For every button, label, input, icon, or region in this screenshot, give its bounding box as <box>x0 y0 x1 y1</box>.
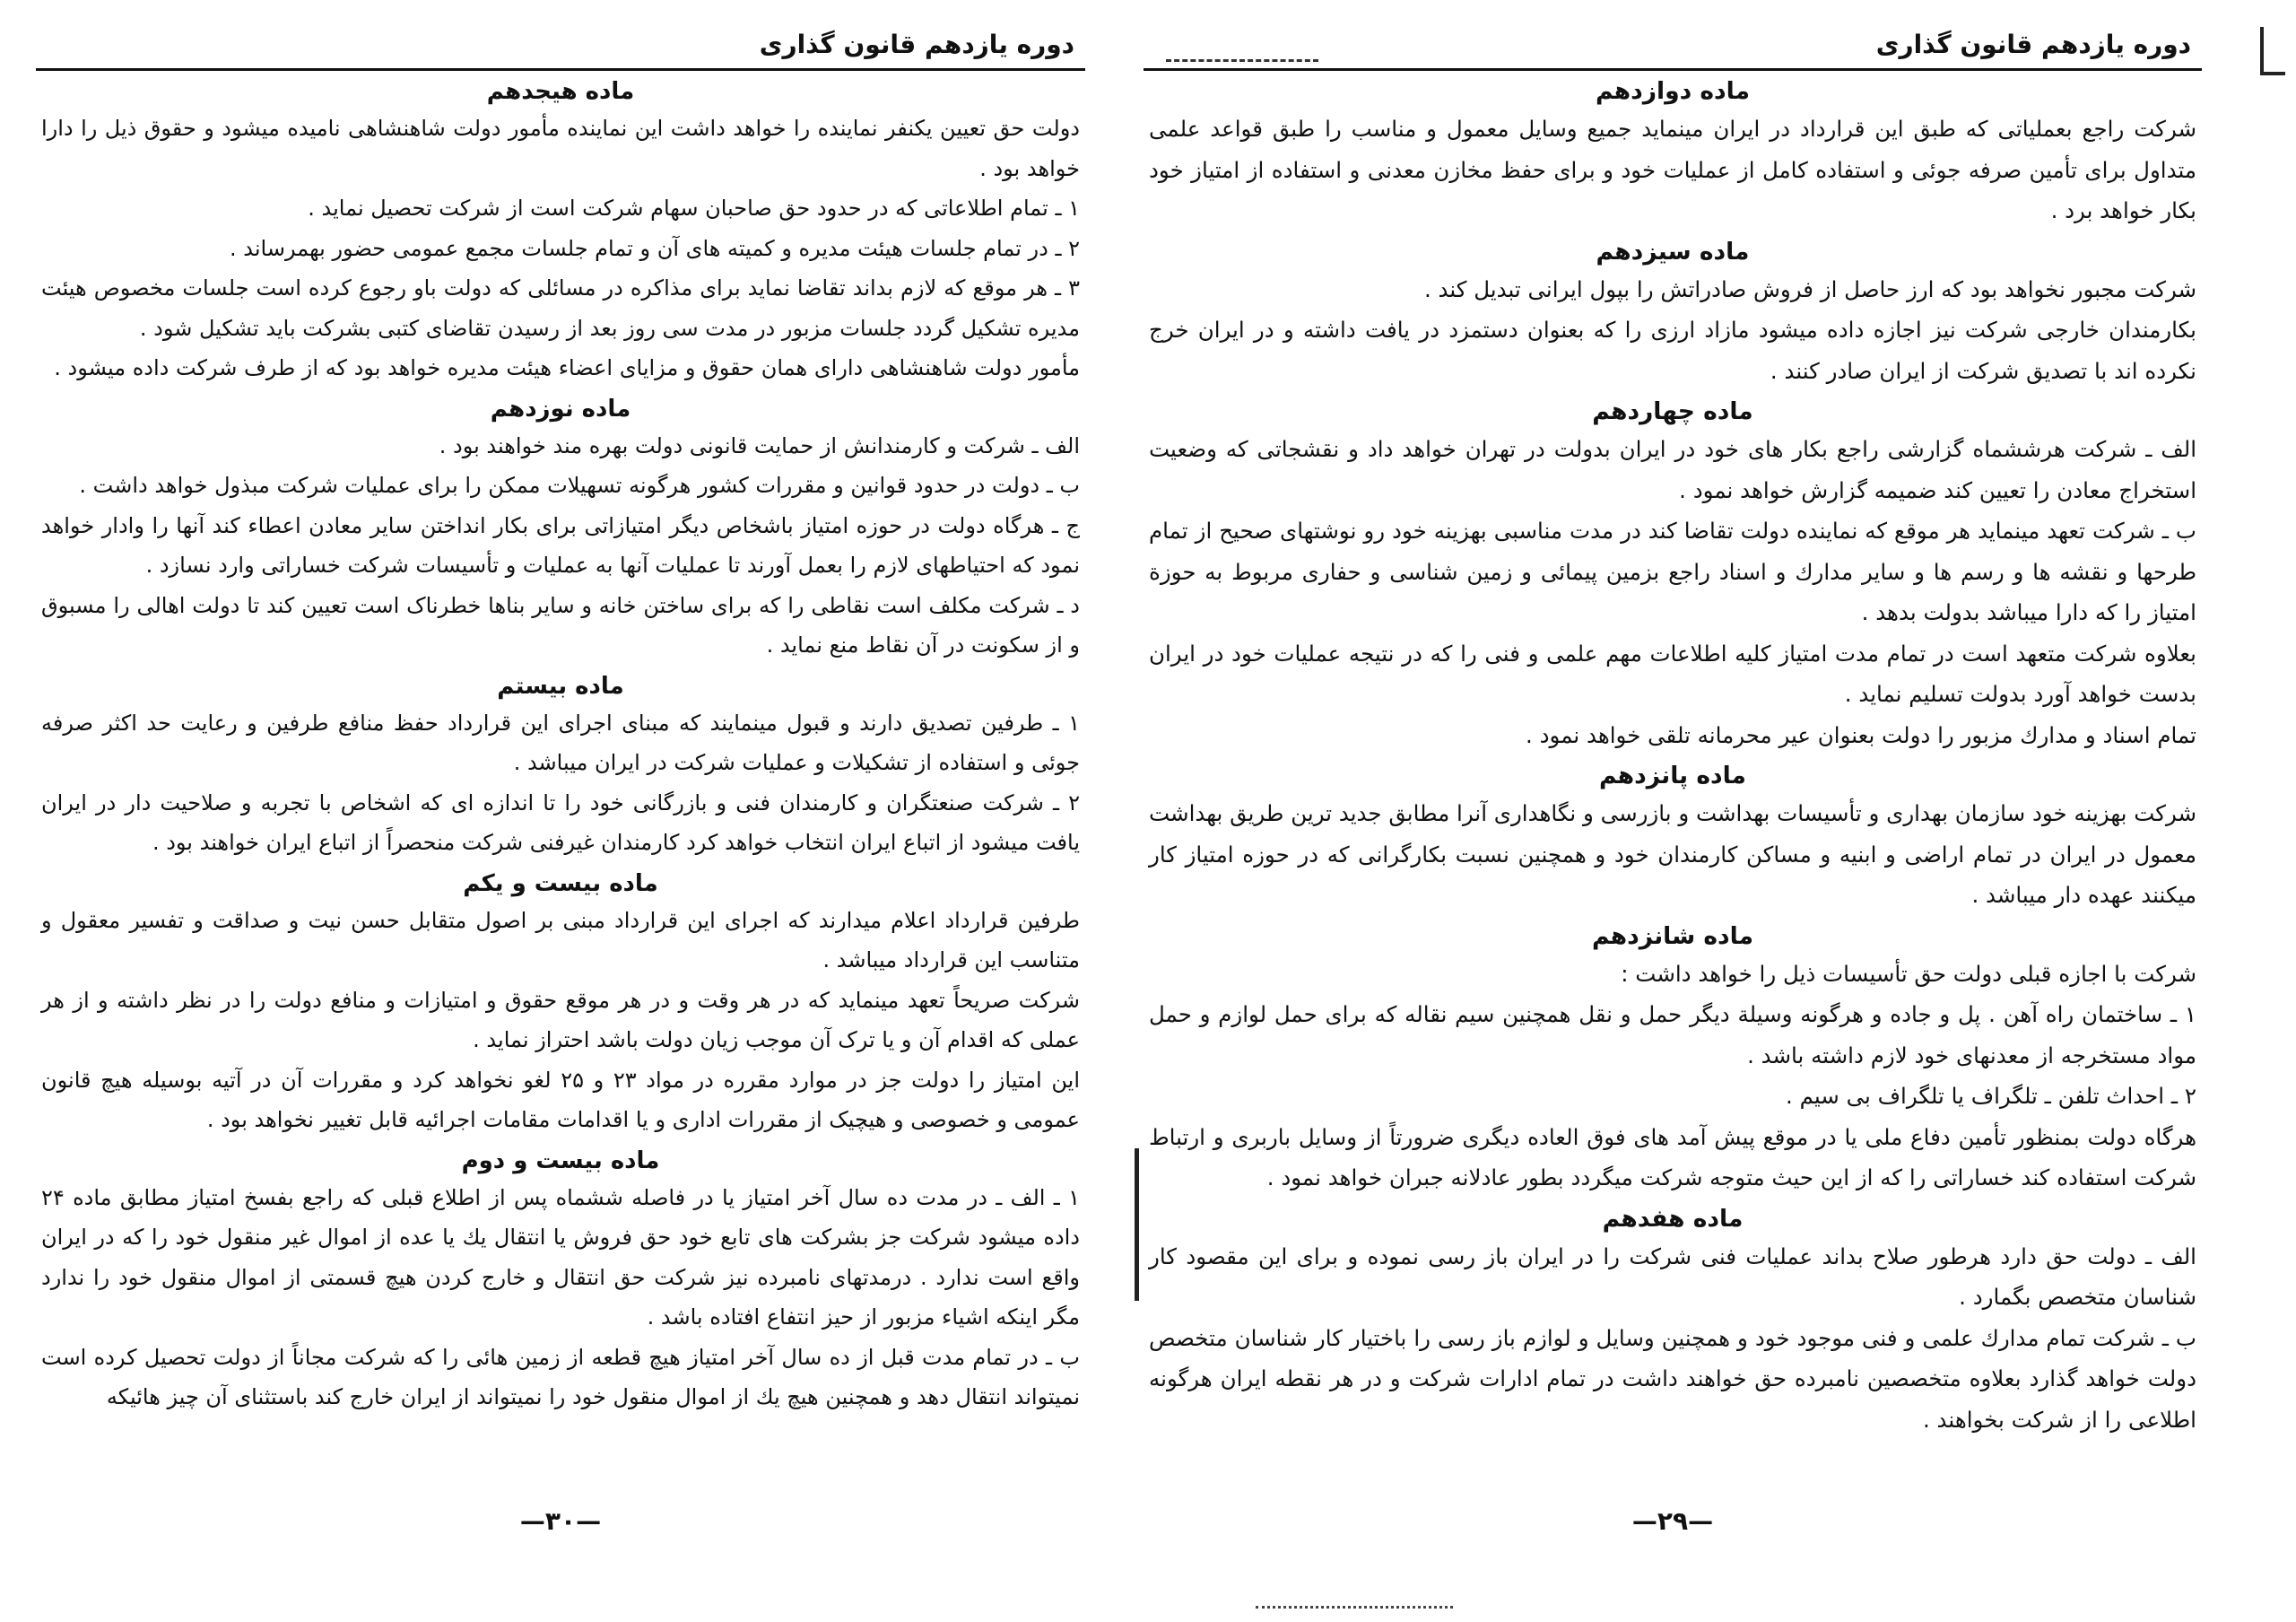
running-head: دوره یازدهم قانون گذاری <box>1875 30 2191 59</box>
article-paragraph: شرکت مجبور نخواهد بود که ارز حاصل از فروش صادراتش را بپول ایرانی تبدیل کند . <box>1423 275 2196 302</box>
article-section <box>36 1146 1085 1417</box>
article-title: ماده بیست و دوم <box>461 1147 660 1174</box>
right-page <box>1144 27 2202 1543</box>
article-paragraph: ۱ ـ تمام اطلاعاتی که در حدود حق صاحبان سهام شرکت است از شرکت تحصیل نماید . <box>308 196 1080 221</box>
article-paragraph: الف ـ شرکت هرششماه گزارشی راجع بکار های خود در ایران بدولت در تهران خواهد داد و نقشجاتی که وضعیت استخراج معادن را تعیین کند ضمیمه گزارش خواهد نمود . <box>1149 436 2196 503</box>
corner-scan-mark <box>2260 27 2285 75</box>
article-title: ماده نوزدهم <box>490 395 631 423</box>
article-paragraph: ۲ ـ در تمام جلسات هیئت مدیره و کمیته های آن و تمام جلسات مجمع عمومی حضور بهمرساند . <box>230 235 1080 261</box>
article-paragraph: ۳ ـ هر موقع که لازم بداند تقاضا نماید برای مذاکره در مسائلی که دولت باو رجوع کرده است جلسات مخصوص هیئت مدیره تشکیل گردد جلسات مزبور در مدت سی روز بعد از رسیدن تقاضای کتبی بشرکت باید تشکیل شود . <box>41 275 1080 341</box>
article-title: ماده چهاردهم <box>1592 397 1753 425</box>
article-paragraph: ۱ ـ ساختمان راه آهن . پل و جاده و هرگونه وسیلة دیگر حمل و نقل همچنین سیم نقاله که برای حمل لوازم و حمل مواد مستخرجه از معدنهای خود لازم داشته باشد . <box>1149 1001 2196 1068</box>
article-title: ماده دوازدهم <box>1596 77 1750 105</box>
article-paragraph: ج ـ هرگاه دولت در حوزه امتیاز باشخاص دیگر امتیازاتی برای بکار انداختن سایر معادن اعطاء کند آنها را وادار خواهد نمود که احتیاطهای لازم را بعمل آورند تا عملیات آنها به عملیات و تأسیسات شرکت خساراتی وارد نسازد . <box>41 512 1080 578</box>
article-section <box>36 394 1085 666</box>
article-section <box>1144 76 2202 231</box>
article-paragraph: ۲ ـ احداث تلفن ـ تلگراف یا تلگراف بی سیم . <box>1786 1083 2196 1109</box>
running-head: دوره یازدهم قانون گذاری <box>759 30 1074 59</box>
left-page-body <box>36 76 1085 1417</box>
article-paragraph: د ـ شرکت مکلف است نقاطی را که برای ساختن خانه و سایر بناها خطرناک است تعیین کند تا دولت اهالی را مسبوق و از سکونت در آن نقاط منع نماید . <box>41 592 1080 658</box>
article-title: ماده هفدهم <box>1602 1204 1744 1233</box>
article-paragraph: بکارمندان خارجی شرکت نیز اجازه داده میشود مازاد ارزی را که بعنوان دستمزد در یافت داشته و در ایران خرج نکرده اند با تصدیق شرکت از ایران صادر کنند . <box>1149 317 2196 384</box>
article-title: ماده بیستم <box>497 672 624 700</box>
article-paragraph: تمام اسناد و مدارك مزبور را دولت بعنوان عیر محرمانه تلقی خواهد نمود . <box>1526 721 2196 748</box>
article-paragraph: ۱ ـ طرفین تصدیق دارند و قبول مینمایند که مبنای اجرای این قرارداد حفظ منافع طرفین و رعایت حد اکثر صرفه جوئی و استفاده از تشکیلات و عملیات شرکت در ایران میباشد . <box>41 710 1080 775</box>
article-section <box>36 868 1085 1140</box>
scan-dash-mark <box>1166 59 1318 62</box>
left-page <box>36 27 1085 1543</box>
article-paragraph: شرکت بهزینه خود سازمان بهداری و تأسیسات بهداشت و بازرسی و نگاهداری آنرا مطابق جدید ترین طریق بهداشت معمول در ایران در تمام اراضی و ابنیه و مساکن کارمندان خود و همچنین نسبت بکارگرانی که در حوزه امتیاز کار میکنند عهده دار میباشد . <box>1149 800 2196 908</box>
header-rule <box>36 68 1085 71</box>
scan-dash-mark <box>1256 1606 1453 1609</box>
article-section <box>1144 1204 2202 1441</box>
page-number: —۲۹— <box>1631 1506 1714 1536</box>
article-paragraph: بعلاوه شرکت متعهد است در تمام مدت امتیاز کلیه اطلاعات مهم علمی و فنی را که در نتیجه عملیات خود در ایران بدست خواهد آورد بدولت تسلیم نماید . <box>1149 640 2196 707</box>
page-number: —۳۰— <box>519 1506 602 1536</box>
article-paragraph: این امتیاز را دولت جز در موارد مقرره در مواد ۲۳ و ۲۵ لغو نخواهد کرد و مقررات آن در آتیه بوسیله هیچ قانون عمومی و خصوصی و هیچیک از مقررات اداری و یا اقدامات مقامات اجرائیه قابل تغییر نخواهد بود . <box>41 1067 1080 1132</box>
article-title: ماده پانزدهم <box>1599 762 1746 789</box>
right-page-body <box>1144 76 2202 1440</box>
article-paragraph: ب ـ دولت در حدود قوانین و مقررات کشور هرگونه تسهیلات ممکن را برای عملیات شرکت مبذول خواهد داشت . <box>79 473 1080 498</box>
article-title: ماده شانزدهم <box>1591 921 1754 950</box>
article-section <box>1144 921 2202 1199</box>
article-paragraph: شرکت راجع بعملیاتی که طبق این قرارداد در ایران مینماید جمیع وسایل معمول و مناسب را طبق قواعد علمی متداول برای تأمین صرفه جوئی و استفاده کامل از عملیات خود و برای حفظ مخازن معدنی و استفاده از امتیاز خود بکار خواهد برد . <box>1149 116 2196 223</box>
article-title: ماده سیزدهم <box>1596 237 1750 266</box>
article-paragraph: الف ـ شرکت و کارمندانش از حمایت قانونی دولت بهره مند خواهند بود . <box>439 432 1080 458</box>
article-title: ماده هیجدهم <box>486 78 635 105</box>
article-paragraph: مأمور دولت شاهنشاهی دارای همان حقوق و مزایای اعضاء هیئت مدیره خواهد بود که از طرف شرکت داده میشود . <box>54 355 1080 380</box>
article-paragraph: شرکت با اجازه قبلی دولت حق تأسیسات ذیل را خواهد داشت : <box>1621 960 2196 987</box>
article-paragraph: طرفین قرارداد اعلام میدارند که اجرای این قرارداد مبنی بر اصول متقابل حسن نیت و صداقت و تفسیر معقول و متناسب این قرارداد میباشد . <box>41 907 1080 972</box>
article-section <box>1144 237 2202 392</box>
article-paragraph: شرکت صریحاً تعهد مینماید که در هر وقت و در هر موقع حقوق و امتیازات و منافع دولت را در نظر داشته و از هر عملی که اقدام آن و یا ترک آن موجب زیان دولت باشد احتراز نماید . <box>41 987 1080 1052</box>
article-paragraph: ب ـ شرکت تمام مدارك علمی و فنی موجود خود و همچنین وسایل و لوازم باز رسی را باختیار کار شناسان متخصص دولت خواهد گذارد بعلاوه متخصصین نامبرده حق خواهند داشت در تمام ادارات شرکت و در هر نقطه ایران هرگونه اطلاعی را از شرکت بخواهند . <box>1149 1324 2196 1433</box>
article-section <box>36 76 1085 388</box>
article-paragraph: ب ـ در تمام مدت قبل از ده سال آخر امتیاز هیچ قطعه از زمین هائی را که شرکت مجاناً از دولت تحصیل کرده است نمیتواند انتقال دهد و همچنین هیچ یك از اموال منقول خود را نمیتواند از ایران خارج کند باستثنای آن چیز هائیکه <box>41 1344 1080 1409</box>
article-paragraph: ب ـ شرکت تعهد مینماید هر موقع که نماینده دولت تقاضا کند در مدت مناسبی بهزینه خود رو نوشتهای صحیح از تمام طرحها و نقشه ها و رسم ها و سایر مدارك و اسناد راجع بزمین پیمائی و زمین شناسی و حفاری مربوط به حوزة امتیاز را که دارا میباشد بدولت بدهد . <box>1149 518 2196 625</box>
article-section <box>1144 397 2202 755</box>
article-paragraph: ۲ ـ شرکت صنعتگران و کارمندان فنی و بازرگانی خود را تا اندازه ای که اشخاص با تجربه و صلاحیت دار در ایران یافت میشود از اتباع ایران انتخاب خواهد کرد کارمندان غیرفنی شرکت منحصراً از اتباع ایران خواهند بود . <box>41 789 1080 855</box>
header-rule <box>1144 68 2202 71</box>
article-title: ماده بیست و یکم <box>463 869 658 897</box>
article-paragraph: ۱ ـ الف ـ در مدت ده سال آخر امتیاز یا در فاصله ششماه پس از اطلاع قبلی که راجع بفسخ امتیاز مطابق ماده ۲۴ داده میشود شرکت جز بشرکت های تابع خود حق فروش یا انتقال یك یا عده از اموال غیر منقول خود را که در ایران واقع است ندارد . درمدتهای نامبرده نیز شرکت حق انتقال و خارج کردن هیچ قسمتی از اموال منقول خود را ندارد مگر اینکه اشیاء مزبور از حیز انتفاع افتاده باشد . <box>41 1184 1080 1330</box>
article-section <box>36 671 1085 863</box>
article-section <box>1144 761 2202 916</box>
article-paragraph: دولت حق تعیین یکنفر نماینده را خواهد داشت این نماینده مأمور دولت شاهنشاهی نامیده میشود و حقوق ذیل را دارا خواهد بود . <box>41 116 1080 181</box>
gutter-scan-mark <box>1135 1148 1139 1301</box>
article-paragraph: هرگاه دولت بمنظور تأمین دفاع ملی یا در موقع پیش آمد های فوق العاده دیگری ضرورتاً از وسایل باربری و ارتباط شرکت استفاده کند خساراتی را که از این حیث متوجه شرکت میگردد بطور عادلانه جبران خواهد نمود . <box>1149 1123 2196 1190</box>
article-paragraph: الف ـ دولت حق دارد هرطور صلاح بداند عملیات فنی شرکت را در ایران باز رسی نموده و برای این مقصود کار شناسان متخصص بگمارد . <box>1149 1243 2196 1310</box>
